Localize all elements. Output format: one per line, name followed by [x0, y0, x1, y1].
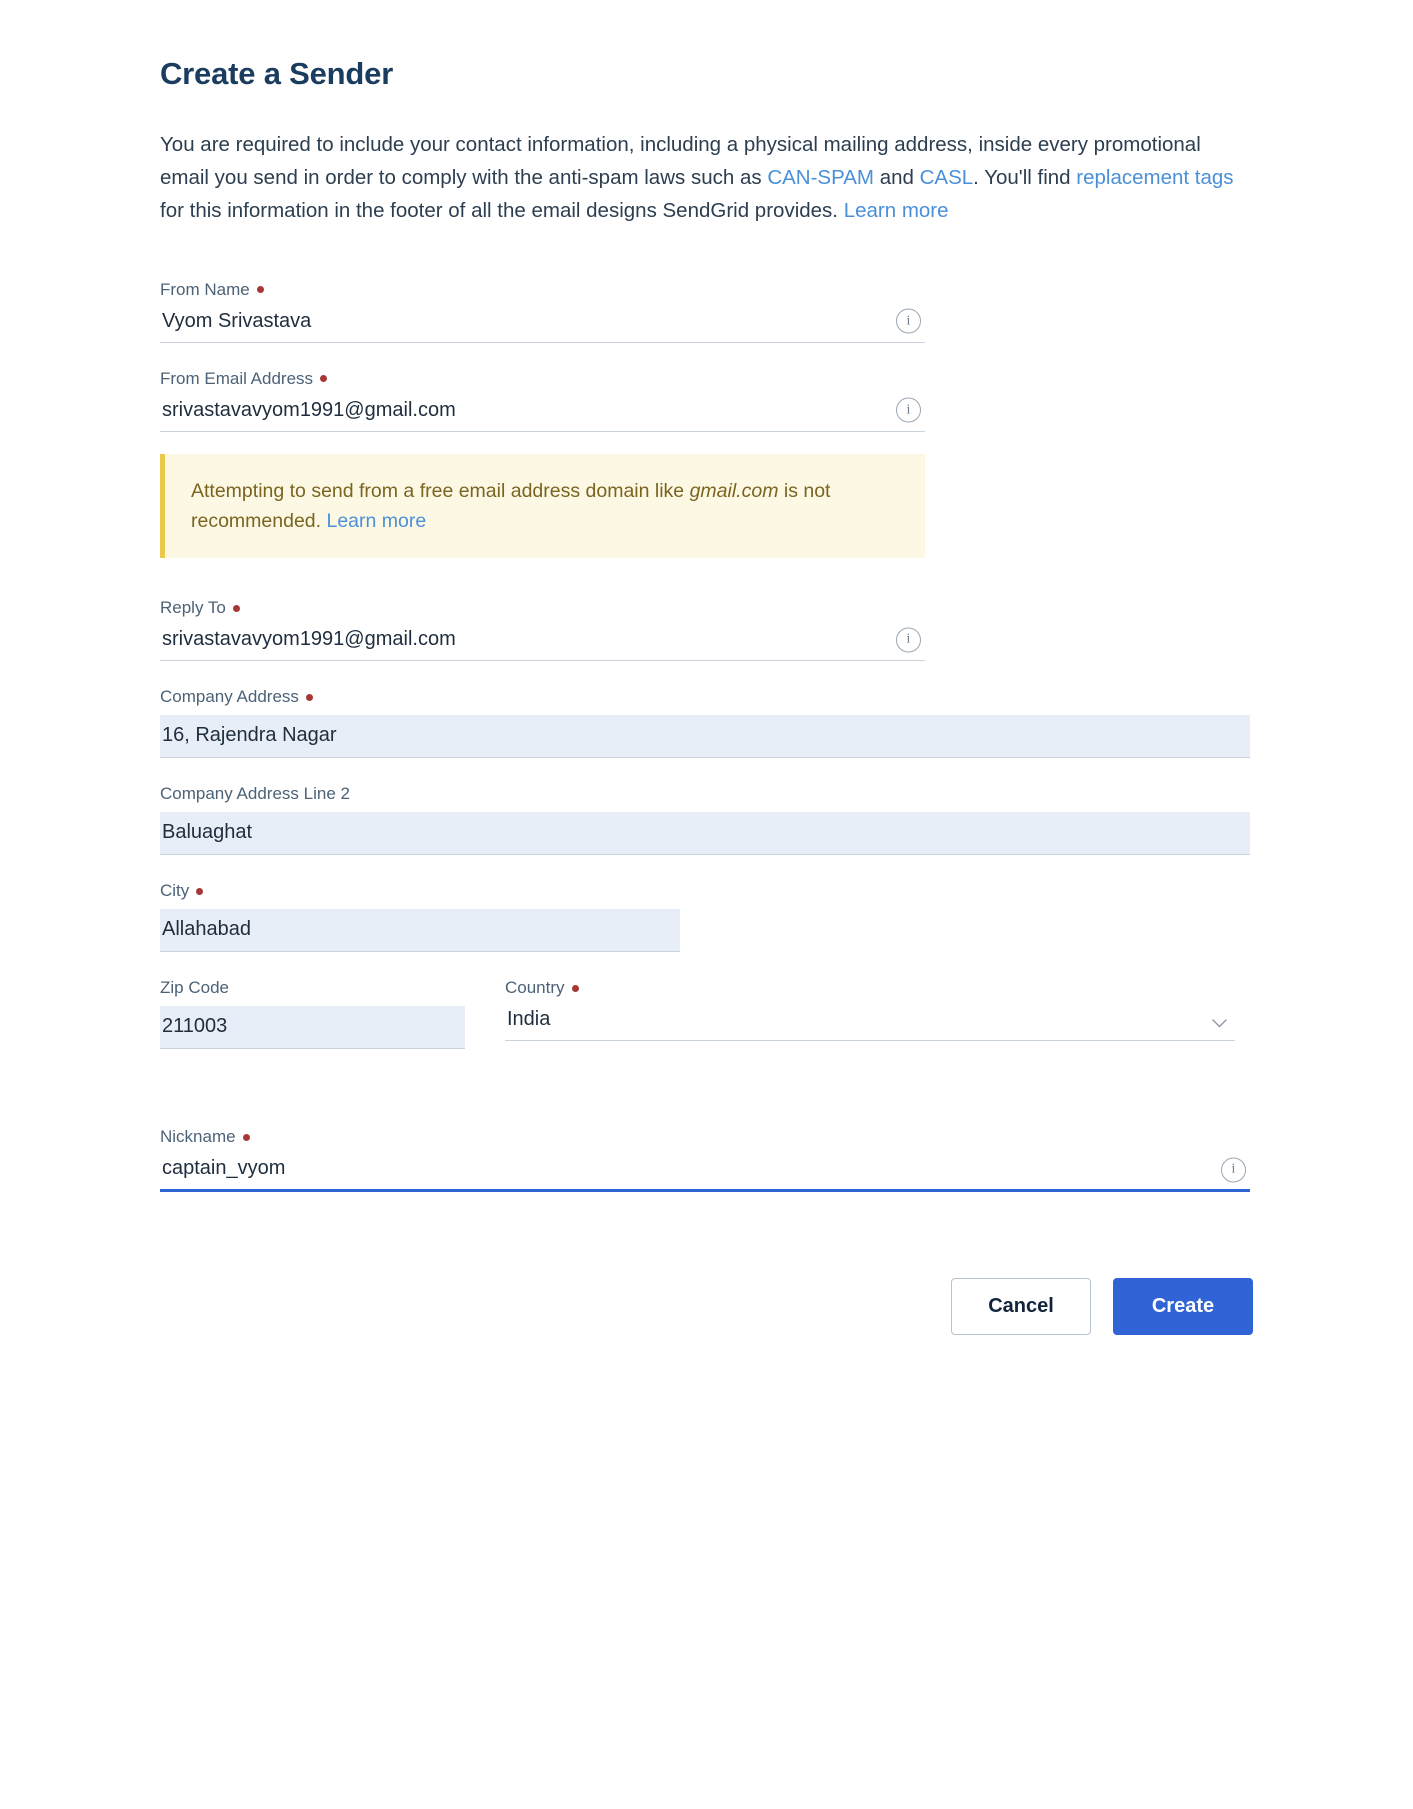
from-name-label [160, 280, 1253, 300]
reply-to-label-text: Reply To [160, 598, 226, 618]
field-zip [160, 978, 465, 1049]
city-label-text: City [160, 881, 190, 901]
reply-to-label [160, 598, 1253, 618]
casl-link[interactable]: CASL [919, 166, 974, 190]
zip-country-row [160, 978, 1253, 1075]
from-email-input-wrap [160, 397, 925, 432]
field-country [505, 978, 1235, 1049]
zip-input[interactable] [160, 1006, 465, 1049]
company-address-2-label-text: Company Address Line 2 [160, 784, 350, 804]
required-dot-icon [196, 888, 203, 895]
reply-to-input-wrap [160, 626, 925, 661]
company-address-input-wrap [160, 715, 1250, 758]
field-company-address [160, 687, 1253, 758]
from-name-input[interactable] [160, 308, 925, 343]
cancel-button[interactable]: Cancel [951, 1278, 1091, 1335]
intro-text-part4: for this information in the footer of all the email designs SendGrid provides. [160, 199, 844, 223]
page-title: Create a Sender [160, 56, 394, 91]
info-icon[interactable]: i [896, 398, 921, 423]
create-button[interactable]: Create [1113, 1278, 1253, 1335]
company-address-label-text: Company Address [160, 687, 299, 707]
city-input[interactable] [160, 909, 680, 952]
from-name-label-text: From Name [160, 279, 250, 299]
company-address-label [160, 687, 1253, 707]
info-icon[interactable]: i [1221, 1157, 1246, 1182]
required-dot-icon [257, 286, 264, 293]
reply-to-input[interactable] [160, 626, 925, 661]
intro-paragraph [160, 128, 1240, 228]
form-actions [160, 1278, 1253, 1335]
country-select[interactable] [505, 1006, 1235, 1041]
city-label [160, 881, 1253, 901]
from-name-input-wrap [160, 308, 925, 343]
required-dot-icon [233, 605, 240, 612]
nickname-label [160, 1127, 1253, 1147]
city-input-wrap [160, 909, 680, 952]
info-icon[interactable]: i [896, 309, 921, 334]
nickname-label-text: Nickname [160, 1127, 236, 1147]
company-address-2-input-wrap [160, 812, 1250, 855]
country-label-text: Country [505, 978, 565, 998]
company-address-2-input[interactable] [160, 812, 1250, 855]
warning-learn-more-link[interactable]: Learn more [326, 510, 427, 533]
info-icon[interactable]: i [896, 627, 921, 652]
warning-text-before: Attempting to send from a free email address domain like [191, 479, 690, 502]
intro-text-part3: . You'll find [973, 166, 1077, 190]
company-address-2-label [160, 784, 1253, 804]
intro-text-part2: and [874, 166, 920, 190]
learn-more-link[interactable]: Learn more [843, 199, 949, 223]
field-nickname [160, 1127, 1253, 1192]
required-dot-icon [243, 1134, 250, 1141]
warning-text-after: is not recommended. [191, 479, 831, 533]
field-from-name [160, 280, 1253, 343]
nickname-input-wrap [160, 1155, 1250, 1192]
company-address-input[interactable] [160, 715, 1250, 758]
field-reply-to [160, 598, 1253, 661]
required-dot-icon [320, 375, 327, 382]
replacement-tags-link[interactable]: replacement tags [1076, 166, 1234, 190]
from-email-label [160, 369, 1253, 389]
warning-domain: gmail.com [689, 479, 779, 502]
country-label [505, 978, 1235, 998]
country-select-wrap [505, 1006, 1235, 1041]
free-domain-warning [160, 454, 925, 559]
can-spam-link[interactable]: CAN-SPAM [767, 166, 874, 190]
field-company-address-2 [160, 784, 1253, 855]
zip-input-wrap [160, 1006, 465, 1049]
nickname-input[interactable] [160, 1155, 1250, 1192]
required-dot-icon [572, 985, 579, 992]
field-city [160, 881, 1253, 952]
zip-label [160, 978, 465, 998]
required-dot-icon [306, 694, 313, 701]
from-email-input[interactable] [160, 397, 925, 432]
zip-label-text: Zip Code [160, 978, 229, 998]
field-from-email [160, 369, 1253, 432]
from-email-label-text: From Email Address [160, 368, 314, 388]
intro-text-part1: You are required to include your contact information, including a physical mailing address, inside every promotional email you send in order to comply with the anti-spam laws such as [160, 133, 1201, 190]
